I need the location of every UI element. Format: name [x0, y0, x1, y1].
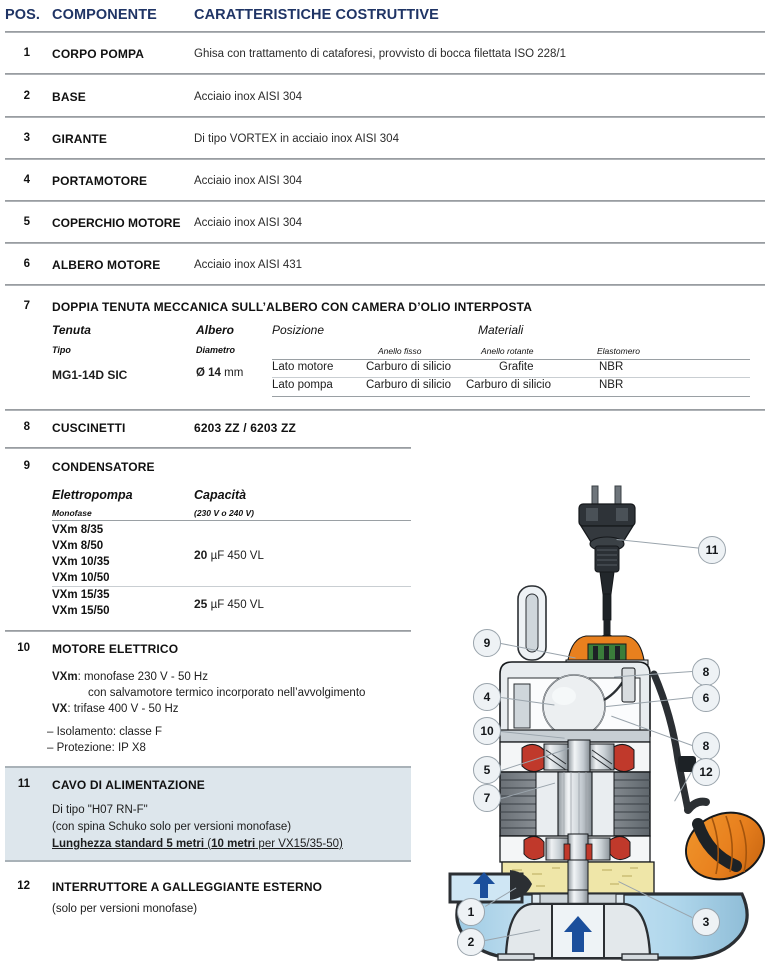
row-number: 1 [23, 47, 30, 59]
motor-vxm-spec: : monofase 230 V - 50 Hz [77, 671, 208, 683]
capacitor-value-number: 25 [194, 597, 208, 611]
callout-8-lower[interactable]: 8 [692, 732, 720, 760]
callout-6[interactable]: 6 [692, 684, 720, 712]
cable-length-alt-models: per VX15/35-50) [255, 838, 343, 850]
seal-tipo-value: MG1-14D SIC [52, 368, 128, 382]
upper-bearing-graphic [500, 740, 650, 774]
schuko-plug-graphic [579, 486, 635, 620]
row-name: GIRANTE [52, 132, 108, 146]
seal-row-elastomero: NBR [599, 361, 624, 373]
bearings-name: CUSCINETTI [52, 421, 126, 435]
row-number: 4 [23, 174, 30, 186]
seal-head-tenuta: Tenuta [52, 323, 91, 337]
row-name: PORTAMOTORE [52, 174, 148, 188]
seal-head-materiali: Materiali [478, 323, 524, 337]
capacitor-head-elettropompa: Elettropompa [52, 488, 133, 502]
seal-diameter [196, 367, 243, 379]
capacitor-value-unit: µF 450 VL [210, 550, 264, 562]
capacitor-model: VXm 15/35 [52, 589, 110, 601]
divider [5, 200, 765, 202]
header-componente: COMPONENTE [52, 7, 157, 23]
float-number: 12 [17, 880, 30, 892]
header-caratteristiche: CARATTERISTICHE COSTRUTTIVE [194, 7, 439, 23]
row-name: ALBERO MOTORE [52, 258, 161, 272]
divider [5, 116, 765, 118]
callout-5[interactable]: 5 [473, 756, 501, 784]
seal-row-anello-rotante: Carburo di silicio [466, 379, 552, 391]
bearings-value: 6203 ZZ / 6203 ZZ [194, 421, 296, 435]
divider [5, 242, 765, 244]
seal-number: 7 [23, 300, 30, 312]
row-name: BASE [52, 90, 86, 104]
callout-10[interactable]: 10 [473, 717, 501, 745]
divider [5, 73, 765, 75]
capacitor-sub-voltage: (230 V o 240 V) [194, 508, 255, 518]
callout-7[interactable]: 7 [473, 784, 501, 812]
callout-1[interactable]: 1 [457, 898, 485, 926]
divider [52, 520, 411, 521]
seal-row-anello-rotante: Grafite [499, 361, 534, 373]
cable-length-alt: 10 metri [211, 838, 256, 850]
divider [52, 586, 411, 587]
divider [5, 447, 411, 449]
callout-8-upper[interactable]: 8 [692, 658, 720, 686]
callout-12[interactable]: 12 [692, 758, 720, 786]
motor-line-vxm [52, 671, 208, 683]
capacitor-value-unit: µF 450 VL [210, 599, 264, 611]
cable-type: Di tipo "H07 RN-F" [52, 804, 148, 816]
seal-sub-anello-fisso: Anello fisso [378, 346, 422, 356]
seal-row-posizione: Lato motore [272, 361, 334, 373]
seal-title: DOPPIA TENUTA MECCANICA SULL’ALBERO CON CAMERA D’OLIO INTERPOSTA [52, 300, 533, 314]
capacitor-model: VXm 8/50 [52, 540, 104, 552]
capacitor-model: VXm 15/50 [52, 605, 110, 617]
cable-number: 11 [17, 778, 30, 790]
capacitor-value-number: 20 [194, 548, 208, 562]
seal-sub-diametro: Diametro [196, 345, 236, 355]
divider [5, 409, 765, 411]
row-number: 5 [23, 216, 30, 228]
motor-vxm-label: VXm [52, 671, 78, 683]
capacitor-model: VXm 10/35 [52, 556, 110, 568]
cable-length [52, 838, 343, 850]
seal-sub-elastomero: Elastomero [597, 346, 640, 356]
cable-plug: (con spina Schuko solo per versioni monofase) [52, 821, 292, 833]
callout-9[interactable]: 9 [473, 629, 501, 657]
divider [5, 31, 765, 33]
motor-vx-spec: : trifase 400 V - 50 Hz [67, 703, 179, 715]
seal-row-anello-fisso: Carburo di silicio [366, 379, 452, 391]
seal-diameter-value: Ø 14 [196, 367, 221, 379]
motor-line-vx [52, 703, 179, 715]
float-subtitle: (solo per versioni monofase) [52, 903, 198, 915]
motor-title: MOTORE ELETTRICO [52, 642, 179, 656]
seal-sub-anello-rotante: Anello rotante [481, 346, 534, 356]
row-description: Acciaio inox AISI 304 [194, 217, 303, 229]
row-number: 6 [23, 258, 30, 270]
callout-4[interactable]: 4 [473, 683, 501, 711]
divider [5, 630, 411, 632]
seal-diameter-unit: mm [224, 367, 244, 379]
motor-line-protection: – Protezione: IP X8 [47, 742, 146, 754]
motor-stator-graphic [500, 772, 650, 836]
row-name: CORPO POMPA [52, 47, 145, 61]
motor-line-insulation: – Isolamento: classe F [47, 726, 163, 738]
capacitor-sub-monofase: Monofase [52, 508, 92, 518]
header-pos: POS. [5, 7, 41, 23]
capacitor-head-capacita: Capacità [194, 488, 247, 502]
bearings-number: 8 [23, 421, 30, 433]
row-number: 2 [23, 90, 30, 102]
seal-head-albero: Albero [196, 323, 235, 337]
float-title: INTERRUTTORE A GALLEGGIANTE ESTERNO [52, 880, 323, 894]
capacitor-number: 9 [23, 460, 30, 472]
capacitor-model: VXm 10/50 [52, 572, 110, 584]
divider [272, 377, 750, 378]
motor-vx-label: VX [52, 703, 68, 715]
row-name: COPERCHIO MOTORE [52, 216, 181, 230]
cable-length-standard: Lunghezza standard 5 metri [52, 838, 205, 850]
motor-line-thermal: con salvamotore termico incorporato nell’avvolgimento [88, 687, 366, 699]
motor-number: 10 [17, 642, 30, 654]
row-description: Acciaio inox AISI 304 [194, 175, 303, 187]
pump-cross-section-diagram [440, 478, 771, 968]
seal-sub-tipo: Tipo [52, 345, 71, 355]
seal-head-posizione: Posizione [272, 323, 325, 337]
callout-3[interactable]: 3 [692, 908, 720, 936]
row-description: Di tipo VORTEX in acciaio inox AISI 304 [194, 133, 399, 145]
capacitor-title: CONDENSATORE [52, 460, 155, 474]
seal-row-posizione: Lato pompa [272, 379, 333, 391]
seal-row-elastomero: NBR [599, 379, 624, 391]
row-description: Acciaio inox AISI 304 [194, 91, 303, 103]
seal-row-anello-fisso: Carburo di silicio [366, 361, 452, 373]
divider [5, 158, 765, 160]
row-description: Ghisa con trattamento di cataforesi, provvisto di bocca filettata ISO 228/1 [194, 48, 567, 60]
capacitor-model: VXm 8/35 [52, 524, 104, 536]
motor-cover-graphic [500, 662, 650, 742]
row-number: 3 [23, 132, 30, 144]
callout-11[interactable]: 11 [698, 536, 726, 564]
row-description: Acciaio inox AISI 431 [194, 259, 303, 271]
cable-length-paren-open: ( [204, 838, 212, 850]
divider [5, 284, 765, 286]
capacitor-value [194, 548, 264, 562]
callout-2[interactable]: 2 [457, 928, 485, 956]
divider [272, 359, 750, 360]
table-header [0, 0, 771, 30]
capacitor-value [194, 597, 264, 611]
divider [272, 396, 750, 397]
cable-title: CAVO DI ALIMENTAZIONE [52, 778, 205, 792]
